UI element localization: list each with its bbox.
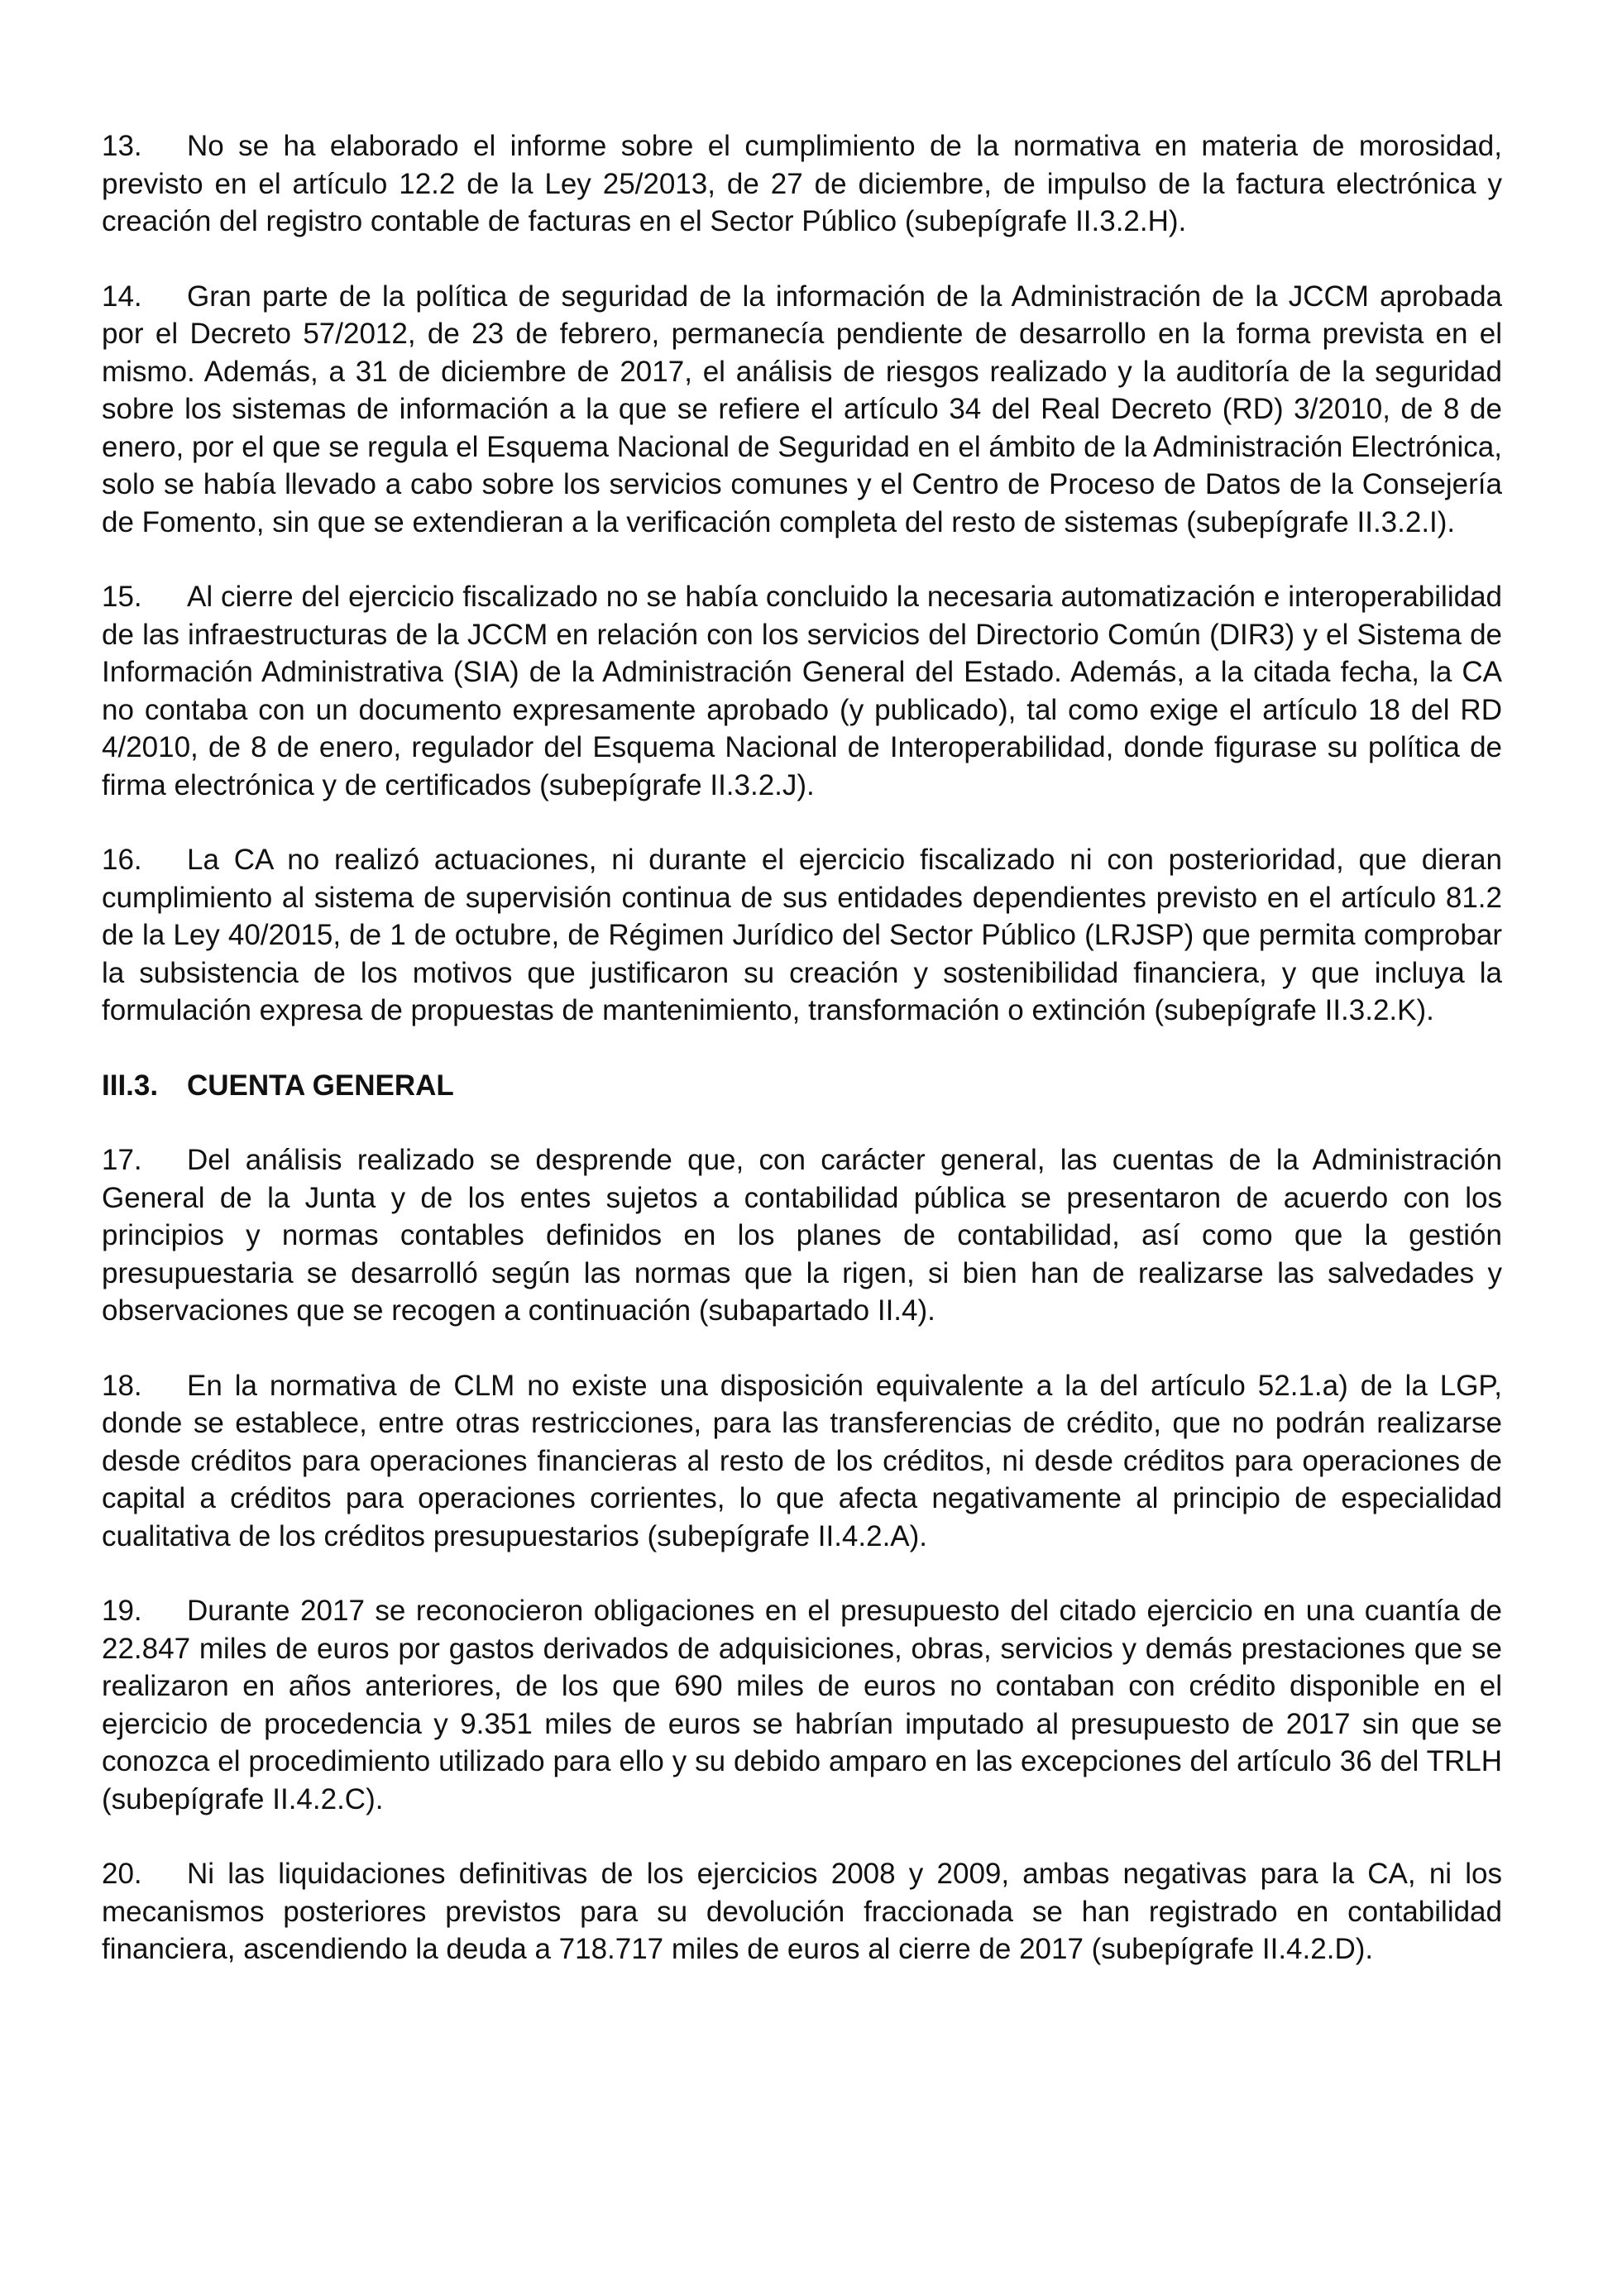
paragraph-text: La CA no realizó actuaciones, ni durante el ejercicio fiscalizado ni con posterioridad, que dieran cumplimiento al sistema de supervisión continua de sus entidades dependientes previsto en el artículo 81.2 de la Ley 40/2015, de 1 de octubre, de Régimen Jurídico del Sector Público (LRJSP) que permita comprobar la subsistencia de los motivos que justificaron su creación y sostenibilidad financiera, y que incluya la formulación expresa de propuestas de mantenimiento, transformación o extinción (subepígrafe II.3.2.K). bbox=[102, 844, 1502, 1026]
paragraph-number: 17. bbox=[102, 1144, 142, 1176]
paragraph-13 bbox=[102, 127, 1502, 241]
paragraph-number: 19. bbox=[102, 1595, 142, 1627]
paragraph-number: 15. bbox=[102, 581, 142, 613]
paragraph-number: 14. bbox=[102, 280, 142, 313]
paragraph-text: Ni las liquidaciones definitivas de los ejercicios 2008 y 2009, ambas negativas para la CA, ni los mecanismos posteriores previstos para su devolución fraccionada se han registrado en contabilidad financiera, ascendiendo la deuda a 718.717 miles de euros al cierre de 2017 (subepígrafe II.4.2.D). bbox=[102, 1858, 1502, 1965]
paragraph-18 bbox=[102, 1367, 1502, 1556]
section-title: CUENTA GENERAL bbox=[187, 1069, 454, 1102]
paragraph-17 bbox=[102, 1141, 1502, 1330]
paragraph-20 bbox=[102, 1855, 1502, 1968]
document-page bbox=[102, 127, 1502, 2006]
paragraph-number: 20. bbox=[102, 1858, 142, 1890]
paragraph-19 bbox=[102, 1592, 1502, 1818]
section-heading bbox=[102, 1067, 1502, 1105]
paragraph-number: 18. bbox=[102, 1369, 142, 1402]
paragraph-14 bbox=[102, 278, 1502, 542]
paragraph-15 bbox=[102, 578, 1502, 804]
paragraph-number: 13. bbox=[102, 130, 142, 162]
paragraph-text: No se ha elaborado el informe sobre el cumplimiento de la normativa en materia de morosidad, previsto en el artículo 12.2 de la Ley 25/2013, de 27 de diciembre, de impulso de la factura electrónica y creación del registro contable de facturas en el Sector Público (subepígrafe II.3.2.H). bbox=[102, 130, 1502, 237]
paragraph-text: Gran parte de la política de seguridad de la información de la Administración de la JCCM aprobada por el Decreto 57/2012, de 23 de febrero, permanecía pendiente de desarrollo en la forma prevista en el mismo. Además, a 31 de diciembre de 2017, el análisis de riesgos realizado y la auditoría de la seguridad sobre los sistemas de información a la que se refiere el artículo 34 del Real Decreto (RD) 3/2010, de 8 de enero, por el que se regula el Esquema Nacional de Seguridad en el ámbito de la Administración Electrónica, solo se había llevado a cabo sobre los servicios comunes y el Centro de Proceso de Datos de la Consejería de Fomento, sin que se extendieran a la verificación completa del resto de sistemas (subepígrafe II.3.2.I). bbox=[102, 280, 1502, 538]
paragraph-text: Al cierre del ejercicio fiscalizado no se había concluido la necesaria automatización e interoperabilidad de las infraestructuras de la JCCM en relación con los servicios del Directorio Común (DIR3) y el Sistema de Información Administrativa (SIA) de la Administración General del Estado. Además, a la citada fecha, la CA no contaba con un documento expresamente aprobado (y publicado), tal como exige el artículo 18 del RD 4/2010, de 8 de enero, regulador del Esquema Nacional de Interoperabilidad, donde figurase su política de firma electrónica y de certificados (subepígrafe II.3.2.J). bbox=[102, 581, 1502, 801]
paragraph-text: En la normativa de CLM no existe una disposición equivalente a la del artículo 52.1.a) de la LGP, donde se establece, entre otras restricciones, para las transferencias de crédito, que no podrán realizarse desde créditos para operaciones financieras al resto de los créditos, ni desde créditos para operaciones de capital a créditos para operaciones corrientes, lo que afecta negativamente al principio de especialidad cualitativa de los créditos presupuestarios (subepígrafe II.4.2.A). bbox=[102, 1369, 1502, 1552]
paragraph-number: 16. bbox=[102, 844, 142, 876]
paragraph-text: Durante 2017 se reconocieron obligaciones en el presupuesto del citado ejercicio en una cuantía de 22.847 miles de euros por gastos derivados de adquisiciones, obras, servicios y demás prestaciones que se realizaron en años anteriores, de los que 690 miles de euros no contaban con crédito disponible en el ejercicio de procedencia y 9.351 miles de euros se habrían imputado al presupuesto de 2017 sin que se conozca el procedimiento utilizado para ello y su debido amparo en las excepciones del artículo 36 del TRLH (subepígrafe II.4.2.C). bbox=[102, 1595, 1502, 1815]
paragraph-text: Del análisis realizado se desprende que, con carácter general, las cuentas de la Administración General de la Junta y de los entes sujetos a contabilidad pública se presentaron de acuerdo con los principios y normas contables definidos en los planes de contabilidad, así como que la gestión presupuestaria se desarrolló según las normas que la rigen, si bien han de realizarse las salvedades y observaciones que se recogen a continuación (subapartado II.4). bbox=[102, 1144, 1502, 1327]
paragraph-16 bbox=[102, 841, 1502, 1030]
section-number: III.3. bbox=[102, 1069, 159, 1102]
